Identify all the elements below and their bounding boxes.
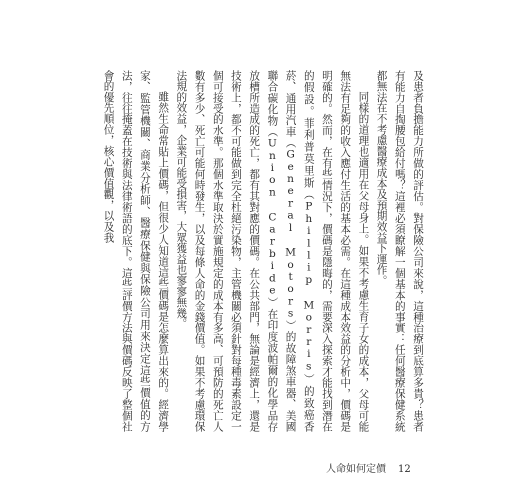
running-title: 人命如何定價 bbox=[326, 464, 386, 475]
page-number: 12 bbox=[398, 464, 411, 475]
page-footer bbox=[326, 460, 411, 475]
body-text bbox=[87, 70, 427, 432]
paragraph: 及患者負擔能力所做的評估。對保險公司來說，這種治療到底算多貴？患者有能力自掏腰包給付嗎？這裡必須瞭解一個基本的事實：任何醫療保健系統都無法在不考慮醫療成本及預期效益下運作。 bbox=[375, 70, 424, 432]
paragraph: 同樣的道理也適用在父母身上。如果不考慮生育子女的成本，父母可能無法有足夠的收入應付生活的基本必需。在這種成本效益的分析中，價碼是明確的。然而，在有些情況下，價碼是隱晦的，需要深入探索才能找到潛在的假設。菲利普莫里斯（Phillip Morris）的致癌香菸、通用汽車（General Motors）的故障煞車器、美國聯合碳化物（Union Carbide）在印度波帕爾的化學品存放槽所造成的死亡，都有其對應的價碼。在公共部門，無論是經濟上，還是技術上，都不可能做到完全杜絕污染物，主管機關必須針對每種毒素設定一個可接受的水準。那個水準取決於實施規定的成本有多高、可預防的死亡人數有多少、死亡可能何時發生，以及每條人命的金錢價值。如果不考慮環保法規的效益，企業可能受損害，大眾獲益也寥寥無幾。 bbox=[175, 70, 370, 432]
paragraph: 雖然生命常貼上價碼，但很少人知道這些價碼是怎麼算出來的。經濟學家、監管機關、商業分析師、醫療保健與保險公司用來決定這些價值的方法，往往掩蓋在技術與法律術語的底下。這些評價方法與價碼反映了整個社會的優先順位，核心價值觀，以及我 bbox=[102, 70, 170, 432]
